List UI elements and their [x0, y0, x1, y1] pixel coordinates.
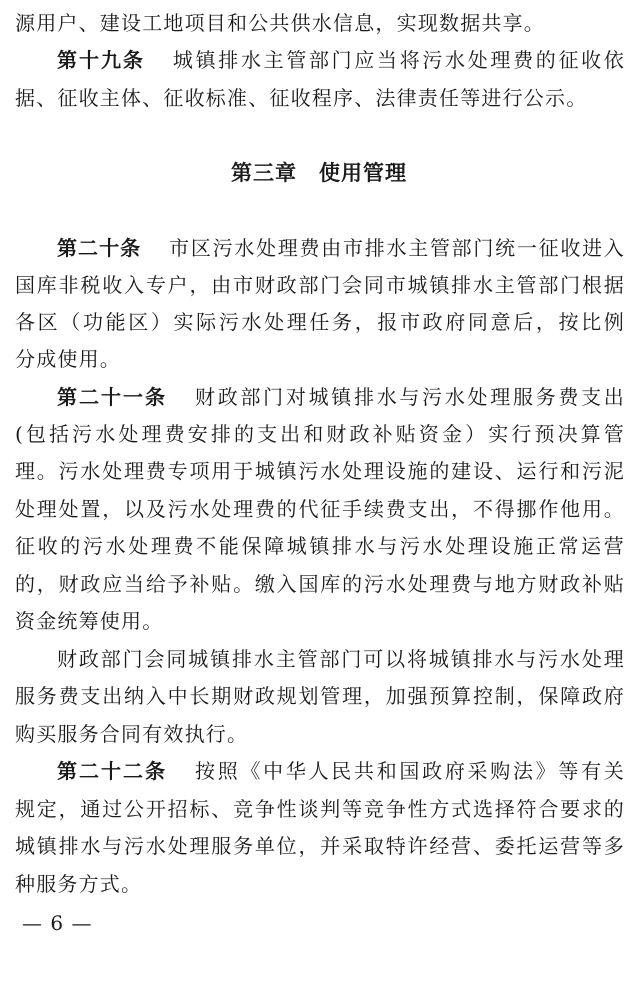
- article-22-text: 按照《中华人民共和国政府采购法》等有关: [195, 759, 625, 783]
- paragraph-line: 理。污水处理费专项用于城镇污水处理设施的建设、运行和污泥: [15, 459, 625, 483]
- page-number: — 6 —: [22, 911, 93, 935]
- paragraph-line: 资金统筹使用。: [15, 609, 164, 633]
- paragraph-line: 各区（功能区）实际污水处理任务，报市政府同意后，按比例: [15, 310, 625, 334]
- article-22-label: 第二十二条: [57, 759, 168, 783]
- article-21-text: 财政部门对城镇排水与污水处理服务费支出: [195, 385, 625, 409]
- paragraph-line: 源用户、建设工地项目和公共供水信息，实现数据共享。: [15, 11, 545, 35]
- article-19-first-line: [57, 42, 625, 78]
- article-20-label: 第二十条: [57, 236, 142, 260]
- paragraph-line: 国库非税收入专户，由市财政部门会同市城镇排水主管部门根据: [15, 273, 625, 297]
- paragraph-line: 据、征收主体、征收标准、征收程序、法律责任等进行公示。: [15, 86, 588, 110]
- article-20-text: 市区污水处理费由市排水主管部门统一征收进入: [169, 236, 626, 260]
- chapter-heading: 第三章 使用管理: [231, 161, 407, 185]
- paragraph-line: 服务费支出纳入中长期财政规划管理，加强预算控制，保障政府: [15, 684, 625, 708]
- paragraph-line: 处理处置，以及污水处理费的代征手续费支出，不得挪作他用。: [15, 497, 625, 521]
- article-21-label: 第二十一条: [57, 385, 168, 409]
- paragraph-finance-first-line: 财政部门会同城镇排水主管部门可以将城镇排水与污水处理: [57, 647, 625, 671]
- article-21-first-line: [57, 379, 625, 415]
- paragraph-line: (包括污水处理费安排的支出和财政补贴资金）实行预决算管: [15, 422, 625, 446]
- article-22-first-line: [57, 753, 625, 789]
- paragraph-line: 征收的污水处理费不能保障城镇排水与污水处理设施正常运营: [15, 534, 625, 558]
- paragraph-line: 分成使用。: [15, 347, 121, 371]
- article-19-text: 城镇排水主管部门应当将污水处理费的征收依: [172, 48, 626, 72]
- article-20-first-line: [57, 230, 625, 266]
- paragraph-line: 规定，通过公开招标、竞争性谈判等竞争性方式选择符合要求的: [15, 797, 625, 821]
- paragraph-line: 的，财政应当给予补贴。缴入国库的污水处理费与地方财政补贴: [15, 572, 625, 596]
- paragraph-line: 种服务方式。: [15, 872, 143, 896]
- article-19-label: 第十九条: [57, 48, 145, 72]
- paragraph-line: 城镇排水与污水处理服务单位，并采取特许经营、委托运营等多: [15, 834, 625, 858]
- paragraph-line: 购买服务合同有效执行。: [15, 722, 249, 746]
